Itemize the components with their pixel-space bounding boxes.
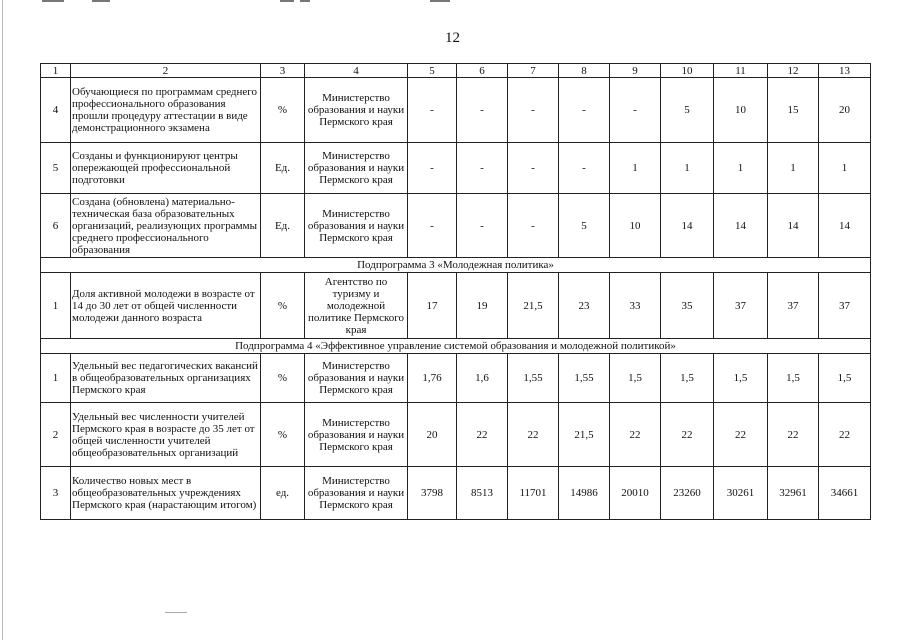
value-cell: 1 bbox=[819, 143, 871, 194]
responsible-cell: Министерство образования и науки Пермского края bbox=[305, 78, 408, 143]
table-header-row bbox=[41, 64, 871, 78]
value-cell: 22 bbox=[457, 403, 508, 467]
value-cell: - bbox=[408, 78, 457, 143]
value-cell: 1,5 bbox=[819, 354, 871, 403]
header-cell: 13 bbox=[819, 64, 871, 78]
unit-cell: % bbox=[261, 273, 305, 339]
value-cell: 5 bbox=[559, 194, 610, 258]
value-cell: - bbox=[457, 194, 508, 258]
header-cell: 5 bbox=[408, 64, 457, 78]
value-cell: 22 bbox=[819, 403, 871, 467]
responsible-cell: Министерство образования и науки Пермского края bbox=[305, 194, 408, 258]
indicator-cell: Количество новых мест в общеобразовательных учреждениях Пермского края (нарастающим итогом) bbox=[71, 467, 261, 520]
value-cell: 20 bbox=[819, 78, 871, 143]
header-cell: 12 bbox=[768, 64, 819, 78]
value-cell: 1,76 bbox=[408, 354, 457, 403]
value-cell: 17 bbox=[408, 273, 457, 339]
value-cell: 21,5 bbox=[559, 403, 610, 467]
row-number-cell: 4 bbox=[41, 78, 71, 143]
value-cell: - bbox=[408, 143, 457, 194]
table-row bbox=[41, 143, 871, 194]
value-cell: 10 bbox=[714, 78, 768, 143]
header-cell: 1 bbox=[41, 64, 71, 78]
value-cell: 15 bbox=[768, 78, 819, 143]
value-cell: 8513 bbox=[457, 467, 508, 520]
value-cell: 37 bbox=[768, 273, 819, 339]
header-cell: 2 bbox=[71, 64, 261, 78]
responsible-cell: Министерство образования и науки Пермского края bbox=[305, 467, 408, 520]
table-row bbox=[41, 194, 871, 258]
subprogram-row bbox=[41, 258, 871, 273]
responsible-cell: Министерство образования и науки Пермского края bbox=[305, 354, 408, 403]
unit-cell: Ед. bbox=[261, 143, 305, 194]
value-cell: 20 bbox=[408, 403, 457, 467]
responsible-cell: Агентство по туризму и молодежной политике Пермского края bbox=[305, 273, 408, 339]
value-cell: - bbox=[508, 194, 559, 258]
table-row bbox=[41, 78, 871, 143]
value-cell: 21,5 bbox=[508, 273, 559, 339]
subprogram-title: Подпрограмма 4 «Эффективное управление системой образования и молодежной политикой» bbox=[41, 339, 871, 354]
value-cell: 1 bbox=[661, 143, 714, 194]
value-cell: - bbox=[457, 143, 508, 194]
value-cell: 14 bbox=[661, 194, 714, 258]
value-cell: 1,6 bbox=[457, 354, 508, 403]
value-cell: 1,5 bbox=[610, 354, 661, 403]
responsible-cell: Министерство образования и науки Пермского края bbox=[305, 403, 408, 467]
value-cell: 22 bbox=[610, 403, 661, 467]
header-cell: 9 bbox=[610, 64, 661, 78]
value-cell: 5 bbox=[661, 78, 714, 143]
value-cell: 22 bbox=[508, 403, 559, 467]
value-cell: - bbox=[559, 78, 610, 143]
value-cell: 32961 bbox=[768, 467, 819, 520]
scan-top-marks bbox=[0, 0, 905, 6]
value-cell: 22 bbox=[714, 403, 768, 467]
value-cell: 37 bbox=[714, 273, 768, 339]
row-number-cell: 6 bbox=[41, 194, 71, 258]
row-number-cell: 1 bbox=[41, 354, 71, 403]
value-cell: 1 bbox=[768, 143, 819, 194]
value-cell: 35 bbox=[661, 273, 714, 339]
header-cell: 3 bbox=[261, 64, 305, 78]
value-cell: - bbox=[457, 78, 508, 143]
value-cell: 1,55 bbox=[559, 354, 610, 403]
value-cell: 33 bbox=[610, 273, 661, 339]
value-cell: 23260 bbox=[661, 467, 714, 520]
value-cell: 11701 bbox=[508, 467, 559, 520]
indicator-cell: Удельный вес педагогических вакансий в общеобразовательных организациях Пермского края bbox=[71, 354, 261, 403]
row-number-cell: 5 bbox=[41, 143, 71, 194]
unit-cell: % bbox=[261, 78, 305, 143]
table-row bbox=[41, 403, 871, 467]
page-number: 12 bbox=[445, 30, 460, 46]
indicator-cell: Доля активной молодежи в возрасте от 14 до 30 лет от общей численности молодежи данного возраста bbox=[71, 273, 261, 339]
unit-cell: ед. bbox=[261, 467, 305, 520]
value-cell: 14986 bbox=[559, 467, 610, 520]
value-cell: - bbox=[508, 143, 559, 194]
value-cell: - bbox=[610, 78, 661, 143]
value-cell: 1,5 bbox=[768, 354, 819, 403]
value-cell: 1,55 bbox=[508, 354, 559, 403]
row-number-cell: 3 bbox=[41, 467, 71, 520]
value-cell: 22 bbox=[768, 403, 819, 467]
indicator-cell: Обучающиеся по программам среднего профессионального образования прошли процедуру аттестации в виде демонстрационного экзамена bbox=[71, 78, 261, 143]
table-row bbox=[41, 354, 871, 403]
value-cell: 10 bbox=[610, 194, 661, 258]
scan-artifact bbox=[165, 612, 187, 613]
table-row bbox=[41, 467, 871, 520]
value-cell: 3798 bbox=[408, 467, 457, 520]
scan-left-edge bbox=[2, 0, 3, 640]
table-row bbox=[41, 273, 871, 339]
value-cell: 14 bbox=[714, 194, 768, 258]
responsible-cell: Министерство образования и науки Пермского края bbox=[305, 143, 408, 194]
value-cell: - bbox=[559, 143, 610, 194]
header-cell: 11 bbox=[714, 64, 768, 78]
value-cell: - bbox=[408, 194, 457, 258]
unit-cell: Ед. bbox=[261, 194, 305, 258]
value-cell: 34661 bbox=[819, 467, 871, 520]
value-cell: 14 bbox=[819, 194, 871, 258]
value-cell: 1,5 bbox=[661, 354, 714, 403]
header-cell: 8 bbox=[559, 64, 610, 78]
unit-cell: % bbox=[261, 403, 305, 467]
value-cell: 14 bbox=[768, 194, 819, 258]
subprogram-title: Подпрограмма 3 «Молодежная политика» bbox=[41, 258, 871, 273]
value-cell: - bbox=[508, 78, 559, 143]
value-cell: 1 bbox=[610, 143, 661, 194]
indicator-cell: Созданы и функционируют центры опережающей профессиональной подготовки bbox=[71, 143, 261, 194]
value-cell: 1 bbox=[714, 143, 768, 194]
indicators-table bbox=[40, 63, 871, 520]
value-cell: 23 bbox=[559, 273, 610, 339]
row-number-cell: 1 bbox=[41, 273, 71, 339]
indicator-cell: Создана (обновлена) материально-техническая база образовательных организаций, реализующих программы среднего профессионального образования bbox=[71, 194, 261, 258]
row-number-cell: 2 bbox=[41, 403, 71, 467]
value-cell: 19 bbox=[457, 273, 508, 339]
header-cell: 4 bbox=[305, 64, 408, 78]
header-cell: 6 bbox=[457, 64, 508, 78]
header-cell: 10 bbox=[661, 64, 714, 78]
header-cell: 7 bbox=[508, 64, 559, 78]
value-cell: 30261 bbox=[714, 467, 768, 520]
indicator-cell: Удельный вес численности учителей Пермского края в возрасте до 35 лет от общей численности учителей общеобразовательных организаций bbox=[71, 403, 261, 467]
value-cell: 20010 bbox=[610, 467, 661, 520]
unit-cell: % bbox=[261, 354, 305, 403]
value-cell: 1,5 bbox=[714, 354, 768, 403]
value-cell: 37 bbox=[819, 273, 871, 339]
subprogram-row bbox=[41, 339, 871, 354]
value-cell: 22 bbox=[661, 403, 714, 467]
